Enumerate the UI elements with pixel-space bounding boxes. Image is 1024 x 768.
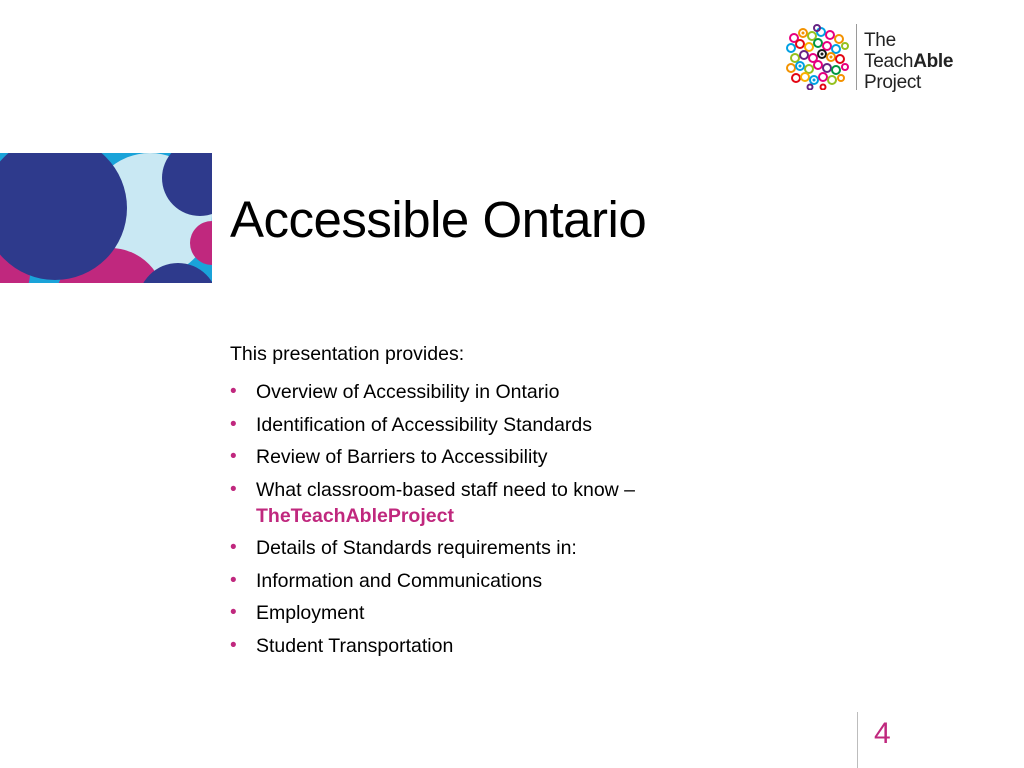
bullet-text: What classroom-based staff need to know – [256,478,636,501]
logo-line-1: The [864,30,896,51]
list-item [230,412,830,438]
decorative-circles-banner [0,153,212,283]
logo-divider [856,24,857,90]
list-item [230,600,830,626]
logo-line-2-regular: Teach [864,51,914,72]
logo-wordmark [864,30,953,93]
bullet-text: Review of Barriers to Accessibility [256,446,548,468]
logo-line-2 [864,51,953,72]
bullet-text: Overview of Accessibility in Ontario [256,381,560,403]
bullet-text: Details of Standards requirements in: [256,537,577,559]
bullet-icon: • [230,537,237,558]
bullet-text: Student Transportation [256,634,454,657]
list-item [230,379,830,405]
page-number-divider [857,712,858,768]
logo-line-2-bold: Able [913,51,954,72]
slide-content [230,341,830,665]
bullet-icon: • [230,478,237,500]
bullet-text: Identification of Accessibility Standards [256,413,593,436]
logo-line-3: Project [864,72,922,93]
list-item [230,535,830,561]
intro-text: This presentation provides: [230,343,465,365]
bullet-icon: • [230,634,237,656]
slide-title: Accessible Ontario [230,191,647,248]
list-item [230,444,830,470]
bullet-text: Information and Communications [256,569,543,592]
bullet-list [230,379,830,659]
list-item [230,633,830,659]
teachable-project-highlight: TheTeachAbleProject [256,504,454,527]
bullet-text: Employment [256,602,365,624]
bullet-icon: • [230,569,237,591]
bullet-icon: • [230,381,237,402]
bullet-icon: • [230,602,237,623]
list-item [230,568,830,594]
bullet-icon: • [230,446,237,467]
logo-circles-icon [786,24,850,90]
list-item [230,477,830,529]
page-number: 4 [874,717,891,750]
teachable-project-logo [786,24,976,94]
bullet-icon: • [230,413,237,435]
